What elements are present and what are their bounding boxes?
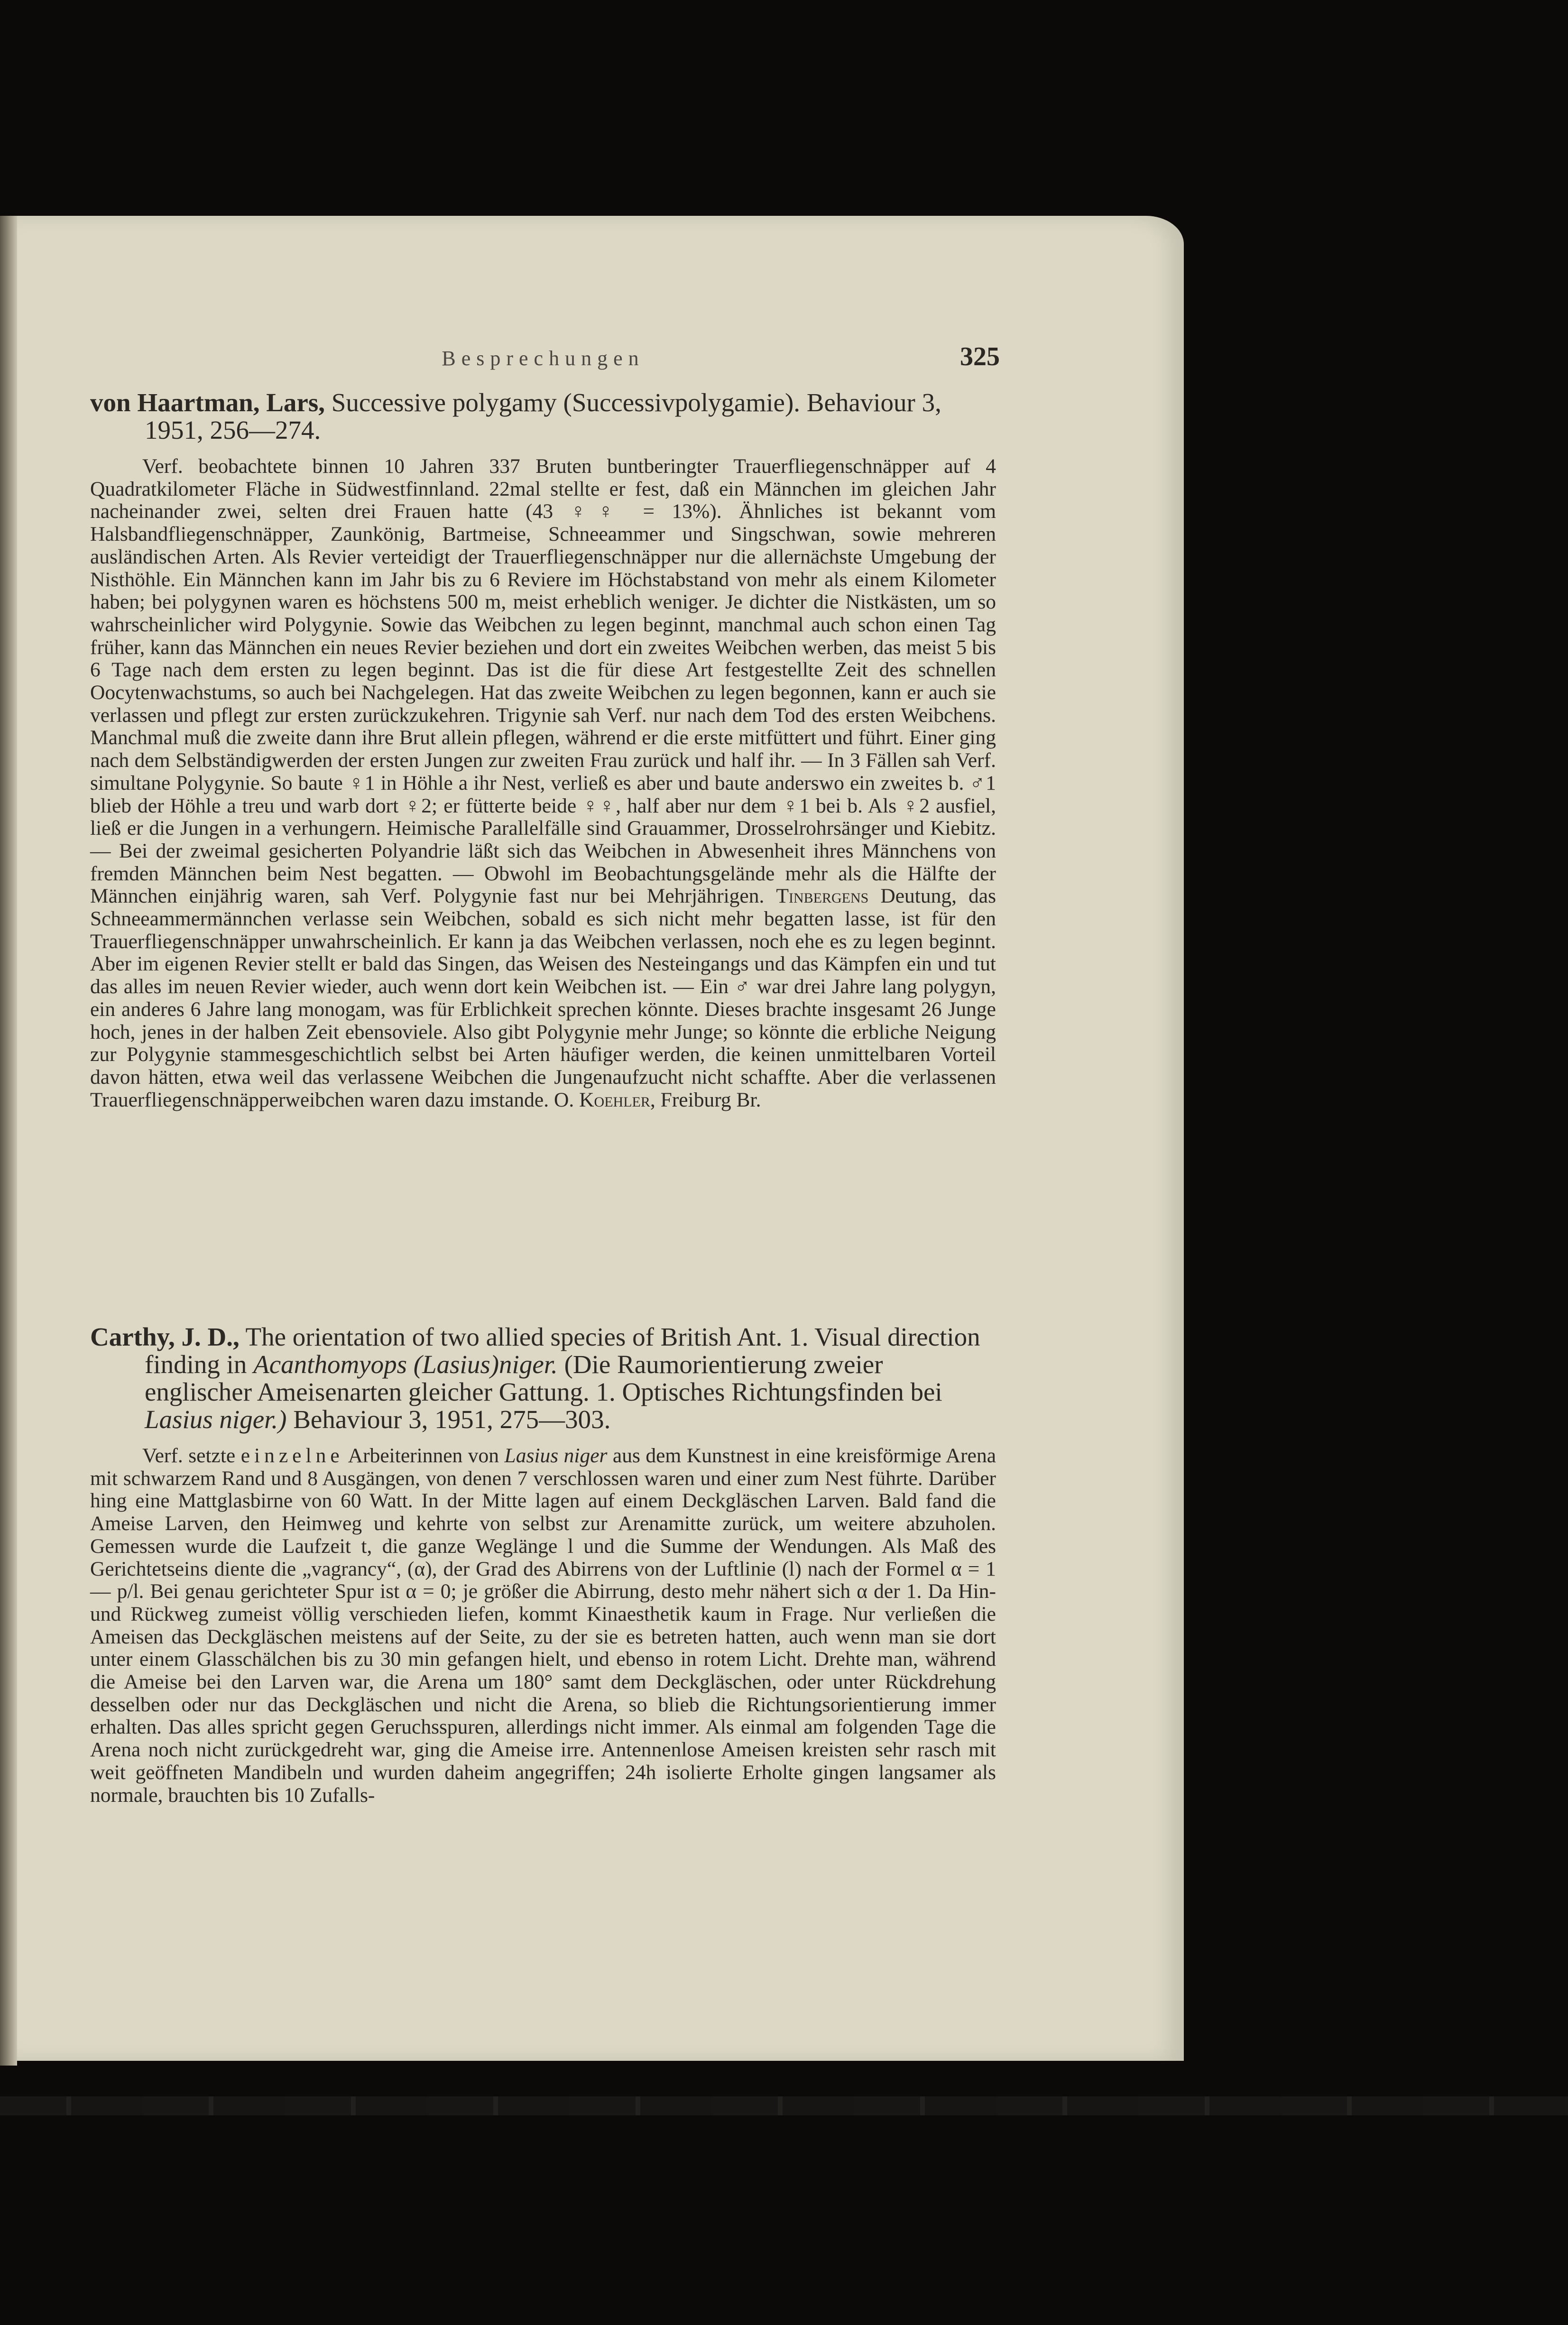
left-page-edge: [0, 216, 17, 2066]
review-carthy: [90, 1323, 996, 1807]
review-body-paragraph: [90, 455, 996, 1276]
review-haartman: [90, 389, 996, 1276]
review-text: Deutung, das Schneeammermännchen verlasse sein Weibchen, sobald es sich nicht mehr begatten lasse, ist für den Trauerfliegenschnäpper unwahrscheinlich. Er kann ja das Weibchen verlassen, noch ehe es zu legen beginnt. Aber im eigenen Revier stellt er bald das Singen, das Weisen des Nesteingangs und das Kämpfen ein und tut das alles im neuen Revier wieder, auch wenn dort kein Weibchen ist. — Ein ♂ war drei Jahre lang polygyn, ein anderes 6 Jahre lang monogam, was für Erblichkeit sprechen könnte. Dieses brachte insgesamt 26 Junge hoch, jenes in der halben Zeit ebensoviele. Also gibt Polygynie mehr Junge; so könnte die erbliche Neigung zur Polygynie stammesgeschichtlich selbst bei Arten häufiger werden, die keinen unmittelbaren Vorteil davon hätten, etwa weil das verlassene Weibchen die Jungenaufzucht nicht schaffte. Aber die verlassenen Trauerfliegenschnäpperweibchen waren dazu imstande. O.: [90, 885, 996, 1111]
review-body-paragraph: [90, 1445, 996, 1807]
species-name: Lasius niger: [504, 1444, 608, 1467]
review-title: Behaviour 3, 1951, 275—303.: [293, 1405, 611, 1434]
page-number: 325: [960, 342, 1000, 371]
running-title: Besprechungen: [442, 347, 645, 370]
review-title: Successive polygamy (Successivpolygamie). Behaviour 3, 1951, 256—274.: [145, 388, 941, 444]
reviewer-place: , Freiburg Br.: [650, 1088, 761, 1111]
review-text: Verf. setzte: [142, 1444, 236, 1467]
running-head: [90, 341, 1000, 379]
review-author: Carthy, J. D.,: [90, 1322, 240, 1351]
section-gap: [90, 1276, 996, 1323]
review-text: aus dem Kunstnest in eine kreisförmige Arena mit schwarzem Rand und 8 Ausgängen, von denen 7 verschlossen waren und einer zum Nest führte. Darüber hing eine Mattglasbirne von 60 Watt. In der Mitte lagen auf einem Deckgläschen Larven. Bald fand die Ameise Larven, den Heimweg und kehrte von selbst zur Arenamitte zurück, um weitere abzuholen. Gemessen wurde die Laufzeit t, die ganze Weglänge l und die Summe der Wendungen. Als Maß des Gerichtetseins diente die „vagrancy“, (α), der Grad des Abirrens von der Luftlinie (l) nach der Formel α = 1 — p/l. Bei genau gerichteter Spur ist α = 0; je größer die Abirrung, desto mehr nähert sich α der 1. Da Hin- und Rückweg zumeist völlig verschieden liefen, kommt Kinaesthetik kaum in Frage. Nur verließen die Ameisen das Deckgläschen meistens auf der Seite, zu der sie es betreten hatten, auch wenn man sie dort unter einem Glasschälchen bis zu 30 min gefangen hielt, und ebenso in rotem Licht. Drehte man, während die Ameise bei den Larven war, die Arena um 180° samt dem Deckgläschen, oder unter Rückdrehung desselben oder nur das Deckgläschen und nicht die Arena, so blieb die Richtungsorientierung immer erhalten. Das alles spricht gegen Geruchsspuren, allerdings nicht immer. Als einmal am folgenden Tage die Arena noch nicht zurückgedreht war, ging die Ameise irre. Antennenlose Ameisen kreisten sehr rasch mit weit geöffneten Mandibeln und wurden daheim angegriffen; 24h isolierte Erholte gingen langsamer als normale, brauchten bis 10 Zufalls-: [90, 1444, 996, 1807]
review-title: (Die Raumorientierung zweier englischer Ameisenarten gleicher Gattung. 1. Optisches Richtungsfinden bei: [145, 1350, 942, 1406]
bottom-ruler-band: [0, 2096, 1568, 2115]
species-name: Lasius niger.): [145, 1405, 287, 1434]
review-text: Verf. beobachtete binnen 10 Jahren 337 Bruten buntberingter Trauerfliegenschnäpper auf 4 Quadratkilometer Fläche in Südwestfinnland. 22mal stellte er fest, daß ein Männchen im gleichen Jahr nacheinander zwei, selten drei Frauen hatte (43 ♀♀ = 13%). Ähnliches ist bekannt vom Halsbandfliegenschnäpper, Zaunkönig, Bartmeise, Schneeammer und Singschwan, sowie mehreren ausländischen Arten. Als Revier verteidigt der Trauerfliegenschnäpper nur die allernächste Umgebung der Nisthöhle. Ein Männchen kann im Jahr bis zu 6 Reviere im Höchstabstand von mehr als einem Kilometer haben; bei polygynen waren es höchstens 500 m, meist erheblich weniger. Je dichter die Nistkästen, um so wahrscheinlicher wird Polygynie. Sowie das Weibchen zu legen beginnt, manchmal auch schon einen Tag früher, kann das Männchen ein neues Revier beziehen und dort ein zweites Weibchen werben, das meist 5 bis 6 Tage nach dem ersten zu legen beginnt. Das ist die für diese Art festgestellte Zeit des schnellen Oocytenwachstums, so auch bei Nachgelegen. Hat das zweite Weibchen zu legen begonnen, kann er auch sie verlassen und pflegt zur ersten zurückzukehren. Trigynie sah Verf. nur nach dem Tod des ersten Weibchens. Manchmal muß die zweite dann ihre Brut allein pflegen, während er die erste mitfüttert und führt. Einer ging nach dem Selbständigwerden der ersten Jungen zur zweiten Frau zurück und half ihr. — In 3 Fällen sah Verf. simultane Polygynie. So baute ♀1 in Höhle a ihr Nest, verließ es aber und baute anderswo ein zweites b. ♂1 blieb der Höhle a treu und warb dort ♀2; er fütterte beide ♀♀, half aber nur dem ♀1 bei b. Als ♀2 ausfiel, ließ er die Jungen in a verhungern. Heimische Parallelfälle sind Grauammer, Drosselrohrsänger und Kiebitz. — Bei der zweimal gesicherten Polyandrie läßt sich das Weibchen in Abwesenheit ihres Männchens von fremden Männchen beim Nest begatten. — Obwohl im Beobachtungsgelände mehr als die Hälfte der Männchen einjährig waren, sah Verf. Polygynie fast nur bei Mehrjährigen.: [90, 455, 996, 908]
review-reference: [90, 389, 996, 444]
page-content: [90, 341, 1000, 1807]
review-title: The orientation of two allied species of British Ant. 1. Visual direction finding in: [145, 1322, 980, 1379]
emphasized-word: einzelne: [240, 1444, 344, 1467]
review-reference: [90, 1323, 996, 1433]
reviewer-name: Koehler: [579, 1088, 650, 1111]
species-name: Acanthomyops (Lasius)niger.: [253, 1350, 558, 1379]
cited-author: Tinbergens: [776, 885, 869, 908]
review-author: von Haartman, Lars,: [90, 388, 325, 417]
review-text: Arbeiterinnen von: [348, 1444, 499, 1467]
